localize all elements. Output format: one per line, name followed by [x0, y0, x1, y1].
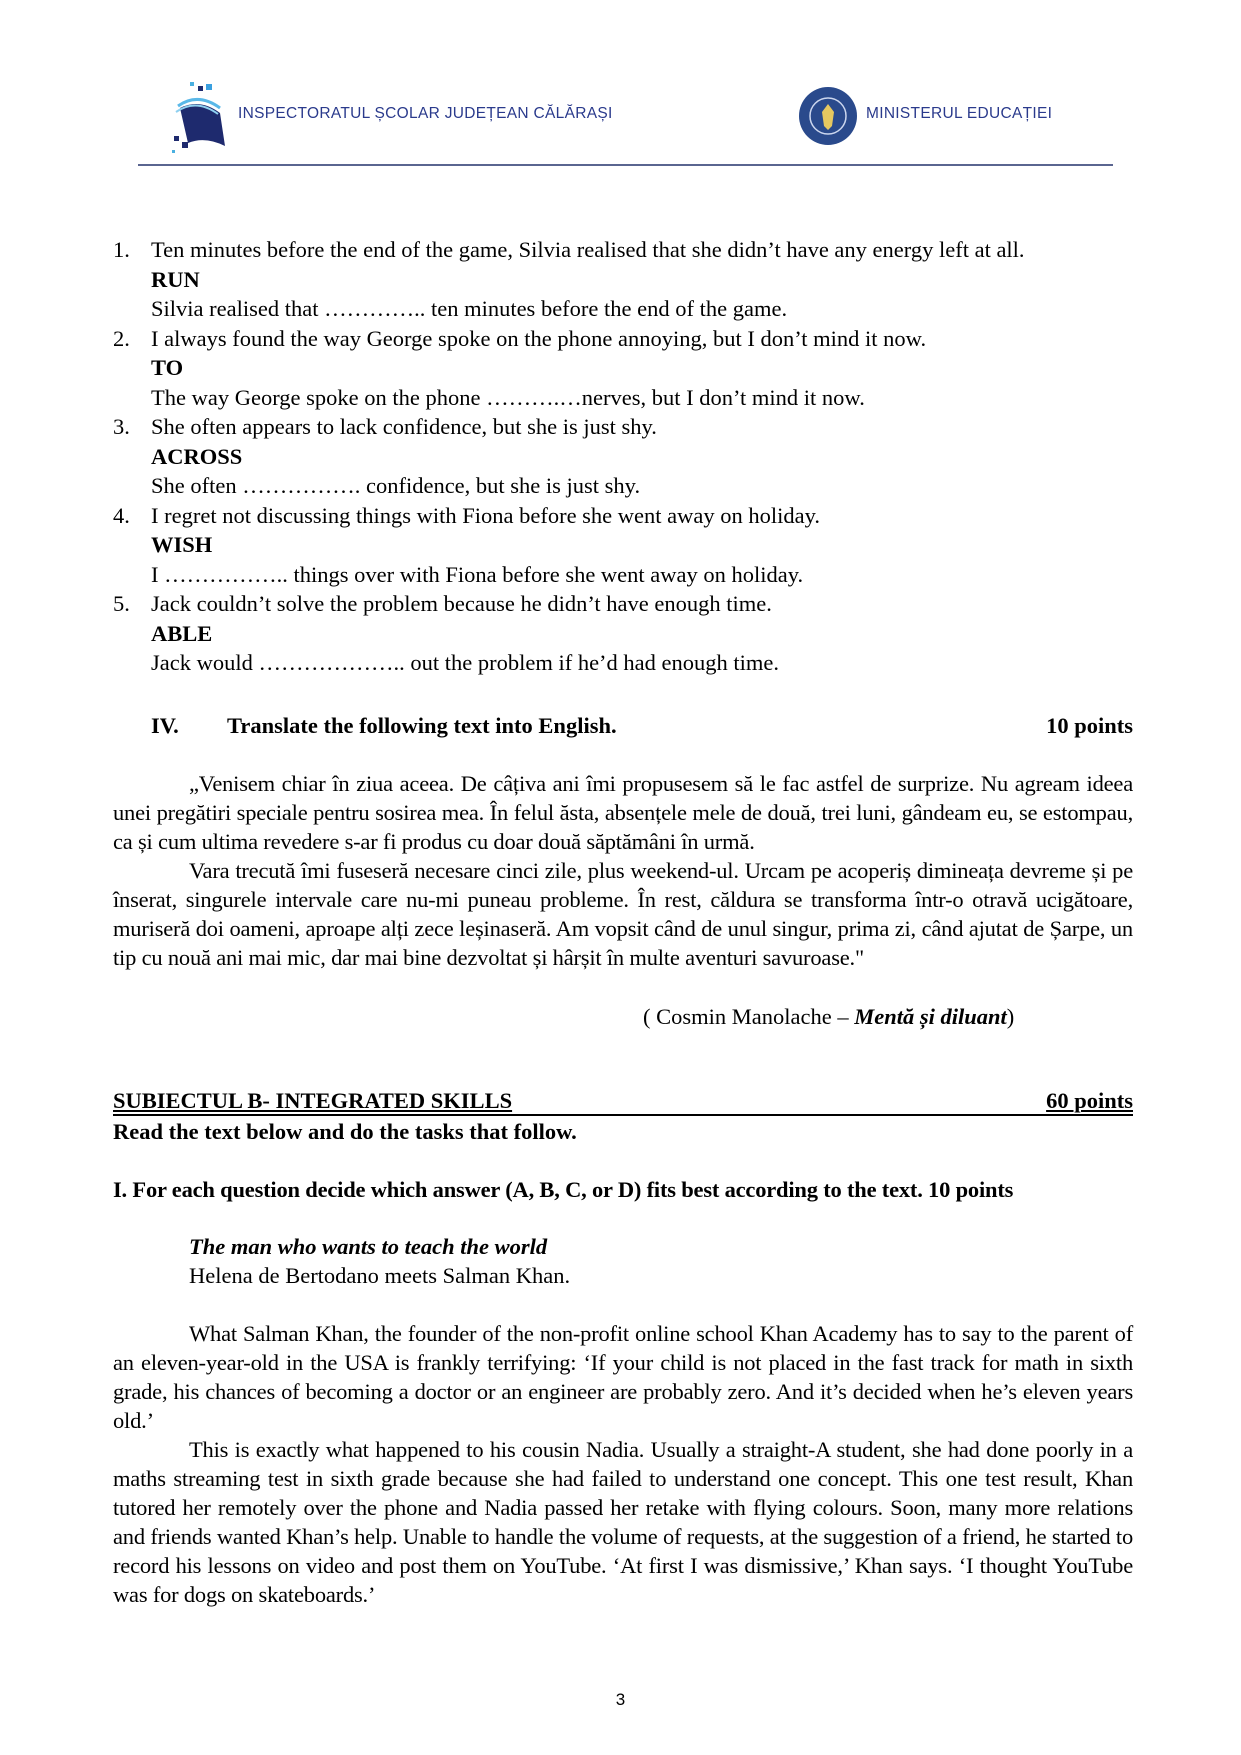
- paragraph: What Salman Khan, the founder of the non-profit online school Khan Academy has to say to the parent of an eleven-year-old in the USA is frankly terrifying: ‘If your child is not placed in the fast track for math in sixth grade, his chances of becoming a doctor or an engineer are probably zero. And it’s decided when he’s eleven years old.’: [113, 1321, 1133, 1433]
- section-title: SUBIECTUL B- INTEGRATED SKILLS: [113, 1088, 513, 1113]
- item-gap-sentence: Silvia realised that ………….. ten minutes before the end of the game.: [151, 296, 788, 321]
- paragraph: This is exactly what happened to his cousin Nadia. Usually a straight-A student, she had done poorly in a maths streaming test in sixth grade because she had failed to understand one concept. This one test result, Khan tutored her remotely over the phone and Nadia passed her retake with flying colours. Soon, many more relations and friends wanted Khan’s help. Unable to handle the volume of requests, at the suggestion of a friend, he started to record his lessons on video and post them on YouTube. ‘At first I was dismissive,’ Khan says. ‘I thought YouTube was for dogs on skateboards.’: [113, 1437, 1133, 1607]
- inspectorat-name: INSPECTORATUL ȘCOLAR JUDEȚEAN CĂLĂRAȘI: [238, 105, 613, 122]
- item-number: 3.: [113, 414, 130, 439]
- section-number: IV.: [151, 713, 179, 738]
- item-sentence: She often appears to lack confidence, but she is just shy.: [151, 414, 657, 439]
- item-sentence: I always found the way George spoke on the phone annoying, but I don’t mind it now.: [151, 325, 927, 351]
- source-title: Mentă și diluant: [854, 1004, 1007, 1029]
- header-divider: [138, 164, 1113, 166]
- item-keyword: RUN: [151, 266, 200, 292]
- item-sentence: Ten minutes before the end of the game, Silvia realised that she didn’t have any energy left at all.: [151, 237, 1025, 262]
- exercise-item: [113, 412, 1133, 501]
- instruction: Read the text below and do the tasks that follow.: [113, 1119, 577, 1144]
- transformation-exercises: [113, 235, 1133, 678]
- source-author: ( Cosmin Manolache –: [643, 1004, 855, 1029]
- item-gap-sentence: She often ……………. confidence, but she is just shy.: [151, 473, 641, 498]
- item-number: 5.: [113, 591, 130, 616]
- government-seal-icon: [798, 86, 858, 146]
- ministry-name: MINISTERUL EDUCAȚIEI: [866, 105, 1053, 122]
- exercise-item: [113, 589, 1133, 678]
- page-number: 3: [615, 1690, 626, 1709]
- section-points: 60 points: [1046, 1088, 1133, 1113]
- item-number: 2.: [113, 325, 130, 351]
- item-gap-sentence: Jack would ……………….. out the problem if he’d had enough time.: [151, 650, 780, 675]
- article-text: [113, 1319, 1133, 1609]
- paragraph: „Venisem chiar în ziua aceea. De câțiva ani îmi propusesem să le fac astfel de surprize. Nu agream ideea unei pregătiri speciale pentru sosirea mea. În felul ăsta, absențele mele de două, trei luni, gândeam eu, se estompau, ca și cum ultima revedere s-ar fi produs cu doar două săptămâni în urmă.: [113, 771, 1133, 854]
- item-number: 4.: [113, 502, 130, 528]
- item-keyword: ACROSS: [151, 443, 243, 469]
- item-keyword: TO: [151, 355, 184, 380]
- item-gap-sentence: I …………….. things over with Fiona before she went away on holiday.: [151, 561, 804, 587]
- inspectorat-logo-icon: [170, 78, 238, 156]
- section-iv-heading: [113, 711, 1133, 741]
- section-points: 10 points: [1046, 713, 1133, 738]
- task-instruction: I. For each question decide which answer (A, B, C, or D) fits best according to the text. 10 points: [113, 1177, 1014, 1202]
- article-byline: Helena de Bertodano meets Salman Khan.: [189, 1263, 571, 1288]
- translation-text: [113, 769, 1133, 972]
- section-title: Translate the following text into English.: [227, 713, 617, 738]
- item-keyword: ABLE: [151, 620, 213, 646]
- source-citation: [643, 1002, 1014, 1032]
- paragraph: Vara trecută îmi fuseseră necesare cinci zile, plus weekend-ul. Urcam pe acoperiș dimineața devreme și pe înserat, singurele intervale care nu-mi puneau probleme. În rest, căldura se transforma într-o otravă ucigătoare, muriseră doi oameni, aproape alți zece leșinaseră. Am vopsit când de unul singur, prima zi, când ajutat de Șarpe, un tip cu nouă ani mai mic, dar mai bine dezvoltat și hârșit în multe aventuri savuroase.": [113, 858, 1133, 970]
- exercise-item: [113, 501, 1133, 590]
- item-gap-sentence: The way George spoke on the phone ……….…nerves, but I don’t mind it now.: [151, 384, 865, 410]
- exercise-item: [113, 235, 1133, 324]
- exercise-item: [113, 324, 1133, 413]
- item-sentence: Jack couldn’t solve the problem because he didn’t have enough time.: [151, 591, 772, 616]
- item-sentence: I regret not discussing things with Fiona before she went away on holiday.: [151, 502, 821, 528]
- article-title: The man who wants to teach the world: [189, 1234, 548, 1259]
- item-number: 1.: [113, 237, 130, 262]
- source-end: ): [1006, 1004, 1015, 1029]
- item-keyword: WISH: [151, 532, 213, 557]
- section-b-heading: [113, 1088, 1133, 1116]
